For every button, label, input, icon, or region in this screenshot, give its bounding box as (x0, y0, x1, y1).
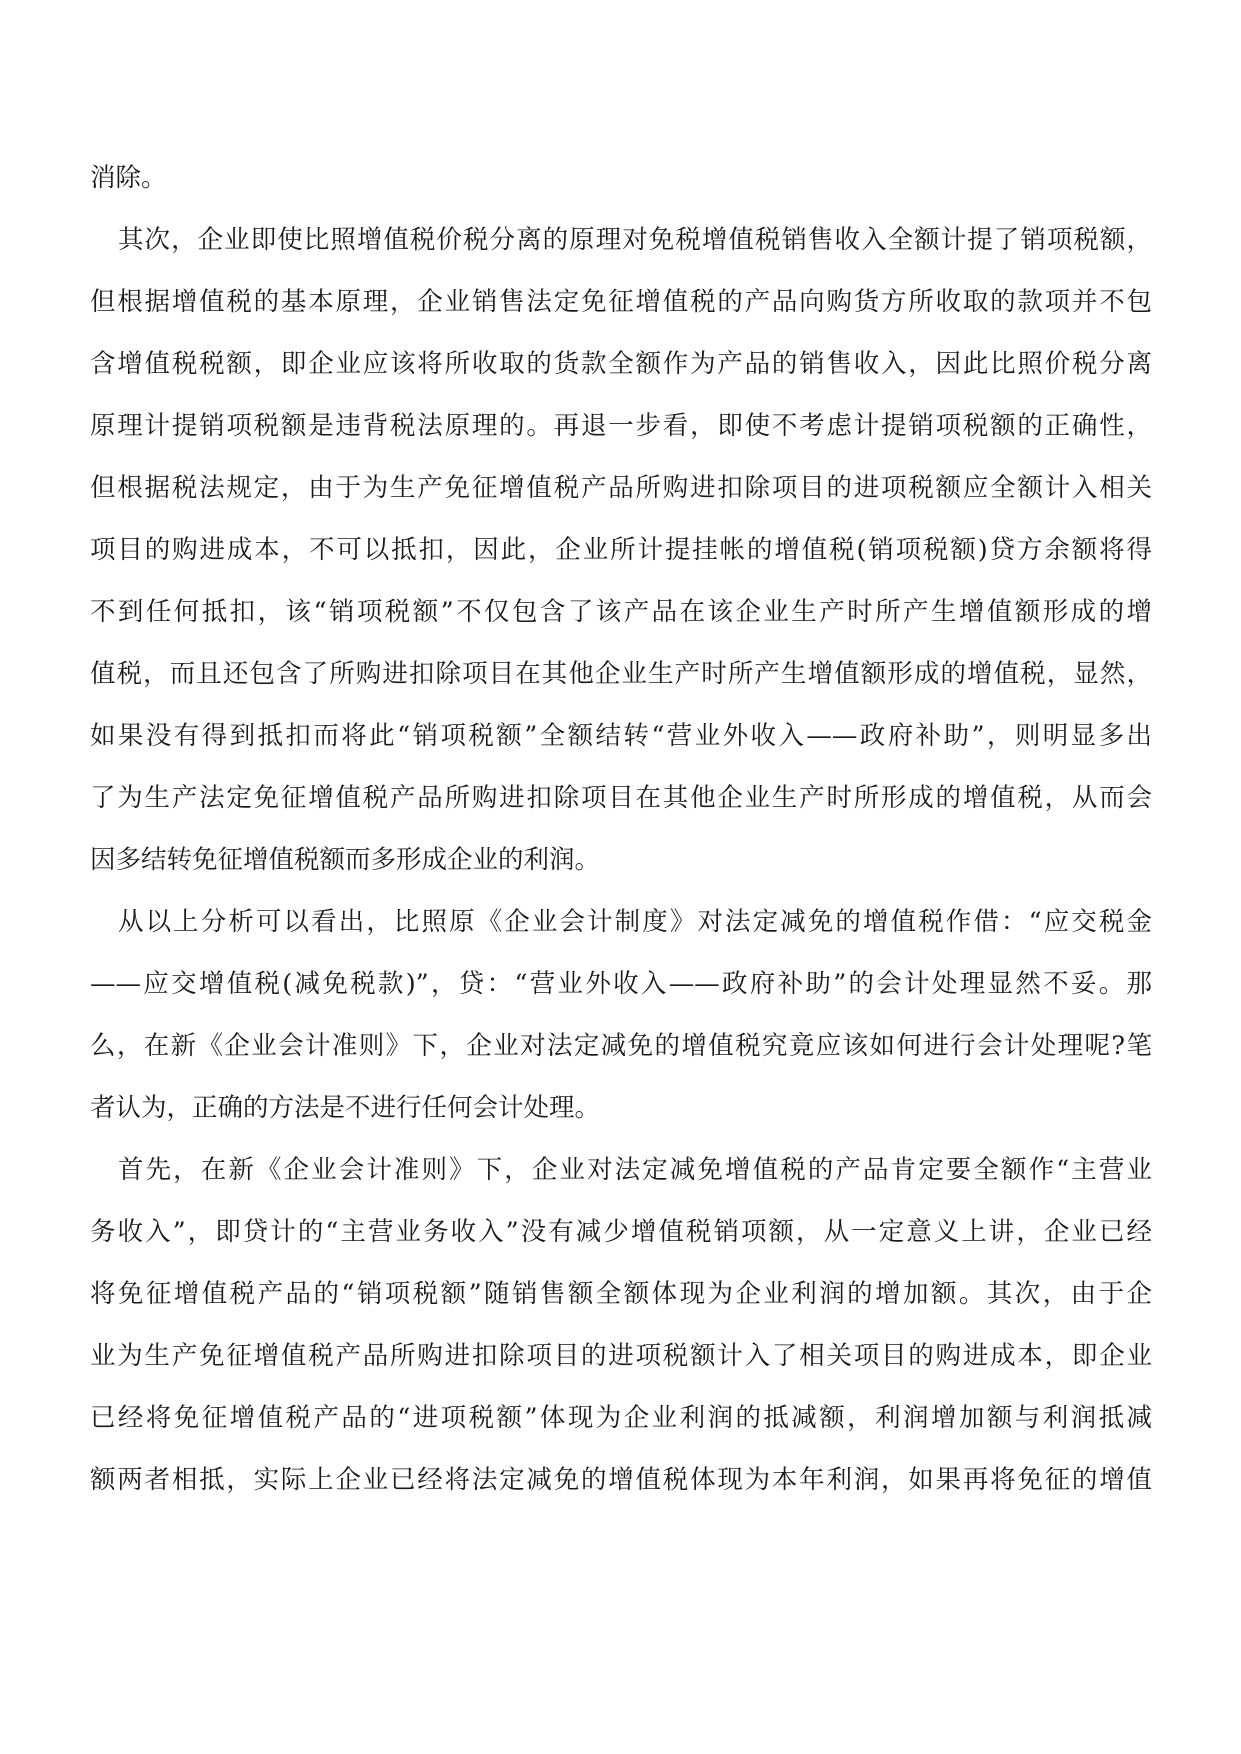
paragraph-line: 含增值税税额，即企业应该将所收取的货款全额作为产品的销售收入，因此比照价税分离 (90, 349, 1152, 379)
paragraph-line: 原理计提销项税额是违背税法原理的。再退一步看，即使不考虑计提销项税额的正确性， (90, 411, 1152, 441)
paragraph-line: 但根据增值税的基本原理，企业销售法定免征增值税的产品向购货方所收取的款项并不包 (90, 287, 1152, 317)
paragraph-line: 但根据税法规定，由于为生产免征增值税产品所购进扣除项目的进项税额应全额计入相关 (90, 473, 1152, 503)
paragraph-line: 从以上分析可以看出，比照原《企业会计制度》对法定减免的增值税作借：“应交税金 (118, 907, 1152, 937)
paragraph-line: 务收入”，即贷计的“主营业务收入”没有减少增值税销项额，从一定意义上讲，企业已经 (90, 1217, 1152, 1247)
paragraph-line: 不到任何抵扣，该“销项税额”不仅包含了该产品在该企业生产时所产生增值额形成的增 (90, 597, 1152, 627)
document-body (90, 158, 1152, 1522)
paragraph-line: 值税，而且还包含了所购进扣除项目在其他企业生产时所产生增值额形成的增值税，显然， (90, 659, 1152, 689)
paragraph-line: ——应交增值税(减免税款)”，贷：“营业外收入——政府补助”的会计处理显然不妥。那 (90, 969, 1152, 999)
paragraph-line: 将免征增值税产品的“销项税额”随销售额全额体现为企业利润的增加额。其次，由于企 (90, 1279, 1152, 1309)
paragraph-line: 已经将免征增值税产品的“进项税额”体现为企业利润的抵减额，利润增加额与利润抵减 (90, 1403, 1152, 1433)
paragraph-line: 因多结转免征增值税额而多形成企业的利润。 (90, 845, 601, 875)
paragraph-line: 者认为，正确的方法是不进行任何会计处理。 (90, 1093, 601, 1123)
paragraph-line: 业为生产免征增值税产品所购进扣除项目的进项税额计入了相关项目的购进成本，即企业 (90, 1341, 1152, 1371)
paragraph-line: 项目的购进成本，不可以抵扣，因此，企业所计提挂帐的增值税(销项税额)贷方余额将得 (90, 535, 1152, 565)
paragraph-line: 消除。 (90, 163, 167, 193)
paragraph-line: 其次，企业即使比照增值税价税分离的原理对免税增值税销售收入全额计提了销项税额， (118, 225, 1152, 255)
paragraph-line: 了为生产法定免征增值税产品所购进扣除项目在其他企业生产时所形成的增值税，从而会 (90, 783, 1152, 813)
paragraph-line: 首先，在新《企业会计准则》下，企业对法定减免增值税的产品肯定要全额作“主营业 (118, 1155, 1152, 1185)
paragraph-line: 额两者相抵，实际上企业已经将法定减免的增值税体现为本年利润，如果再将免征的增值 (90, 1465, 1152, 1495)
paragraph-line: 么，在新《企业会计准则》下，企业对法定减免的增值税究竟应该如何进行会计处理呢?笔 (90, 1031, 1152, 1061)
paragraph-line: 如果没有得到抵扣而将此“销项税额”全额结转“营业外收入——政府补助”，则明显多出 (90, 721, 1152, 751)
